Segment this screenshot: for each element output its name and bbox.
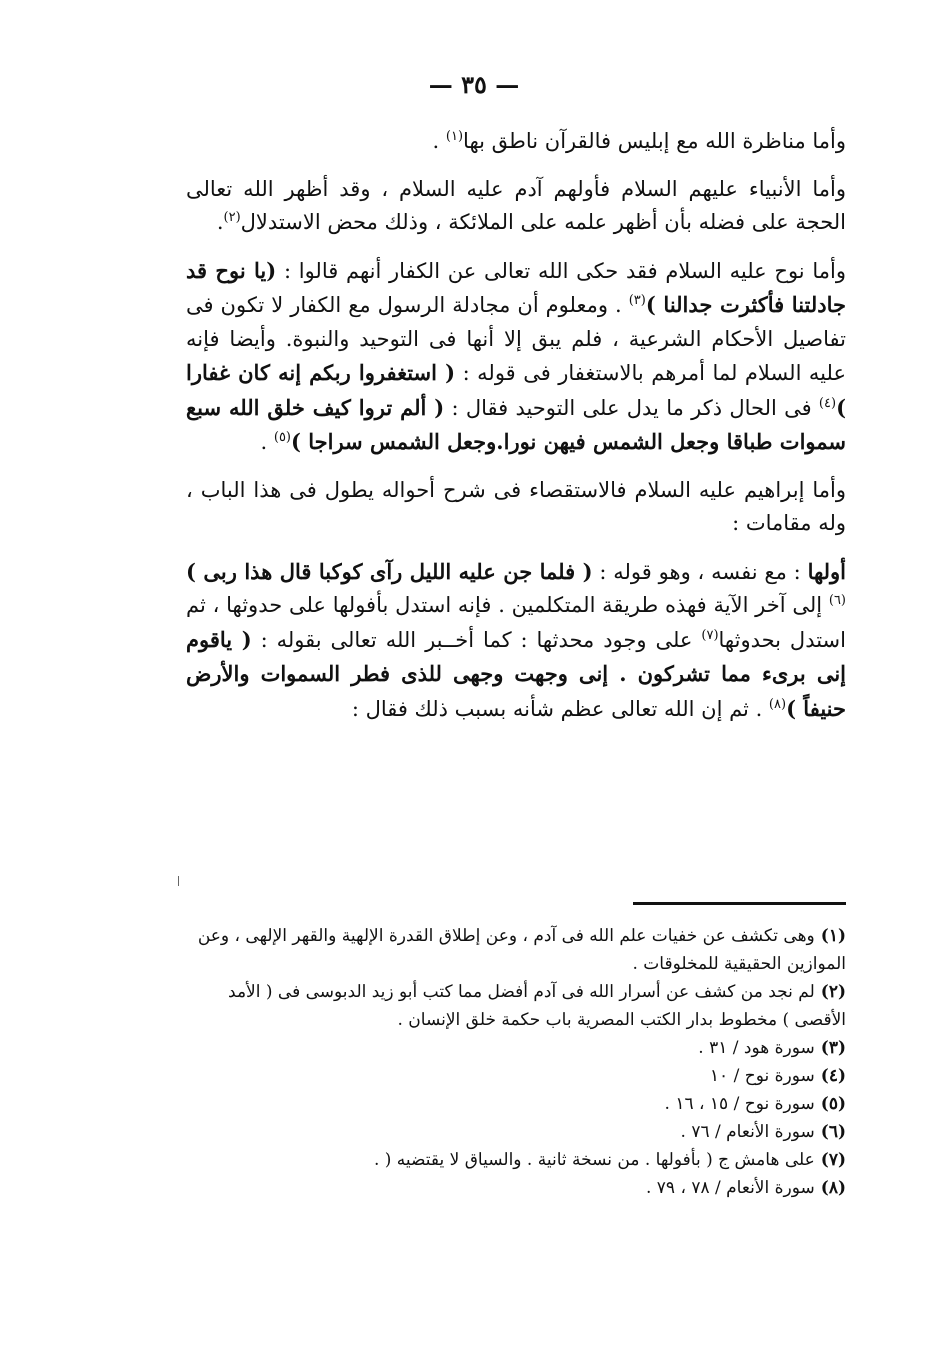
section-lead: أولها	[807, 558, 847, 584]
text: على وجود محدثها : كما أخــبر الله تعالى بقوله :	[251, 627, 702, 652]
footnote-ref-8[interactable]: (٨)	[768, 696, 787, 712]
main-text	[186, 125, 846, 726]
footnote-number: (١)	[820, 926, 846, 946]
footnote-text: سورة الأنعام / ٧٦ .	[680, 1122, 815, 1142]
text: .	[432, 129, 446, 153]
footnote-divider	[633, 902, 846, 905]
footnote-number: (٤)	[820, 1066, 846, 1086]
text: .	[216, 210, 224, 234]
text: وأما الأنبياء عليهم السلام فأولهم آدم عليه السلام ، وقد أظهر الله تعالى الحجة على فضله بأن أظهر علمه على الملائكة ، وذلك محض الاستدلال	[186, 176, 846, 234]
paragraph-1	[186, 125, 846, 159]
footnote-number: (٣)	[820, 1038, 846, 1058]
text: .	[260, 430, 274, 454]
footnotes	[186, 922, 846, 1202]
footnote-6	[186, 1118, 846, 1146]
footnote-ref-1[interactable]: (١)	[445, 129, 464, 144]
footnote-text: سورة الأنعام / ٧٨ ، ٧٩ .	[645, 1178, 815, 1198]
footnote-text: سورة نوح / ١٠	[709, 1066, 815, 1086]
text: فى الحال ذكر ما يدل على التوحيد فقال :	[444, 395, 819, 420]
footnote-ref-3[interactable]: (٣)	[628, 293, 646, 308]
footnote-ref-6[interactable]: (٦)	[828, 593, 846, 608]
text: وأما نوح عليه السلام فقد حكى الله تعالى عن الكفار أنهم قالوا :	[276, 258, 846, 283]
paragraph-2	[186, 173, 846, 240]
footnote-ref-5[interactable]: (٥)	[273, 430, 291, 445]
quran-quote: (يا نوح قد جادلتنا فأكثرت جدالنا )	[186, 257, 847, 317]
paragraph-3	[186, 254, 846, 460]
footnote-ref-4[interactable]: (٤)	[818, 395, 837, 411]
text: : مع نفسه ، وهو قوله :	[592, 559, 808, 584]
footnote-number: (٢)	[820, 982, 846, 1002]
footnote-1	[186, 922, 846, 978]
paragraph-5	[186, 555, 846, 727]
paragraph-4	[186, 474, 846, 541]
text: إلى آخر الآية فهذه طريقة المتكلمين . فإنه استدل بأفولها على حدوثها ، ثم استدل بحدوثها	[186, 593, 846, 652]
footnote-3	[186, 1034, 846, 1062]
footnote-number: (٧)	[820, 1150, 846, 1170]
footnote-text: سورة هود / ٣١ .	[698, 1038, 815, 1058]
footnote-text: سورة نوح / ١٥ ، ١٦ .	[664, 1094, 815, 1114]
footnote-number: (٥)	[820, 1094, 846, 1114]
footnote-ref-2[interactable]: (٢)	[223, 210, 241, 225]
footnote-8	[186, 1174, 846, 1202]
text: . ثم إن الله تعالى عظم شأنه بسبب ذلك فقال :	[351, 696, 769, 721]
footnote-7	[186, 1146, 846, 1174]
text: وأما إبراهيم عليه السلام فالاستقصاء فى شرح أحواله يطول فى هذا الباب ، وله مقامات :	[186, 477, 846, 535]
footnote-4	[186, 1062, 846, 1090]
quran-quote: ( ياقوم إنى برىء مما تشركون . إنى وجهت وجهى للذى فطر السموات والأرض حنيفاً )	[186, 626, 846, 721]
page-number: — ٣٥ —	[428, 70, 520, 99]
quran-quote: ( استغفروا ربكم إنه كان غفارا )	[186, 360, 846, 420]
footnote-5	[186, 1090, 846, 1118]
footnote-ref-7[interactable]: (٧)	[701, 627, 719, 643]
quran-quote: ( فلما جن عليه الليل رآى كوكبا قال هذا ربى )	[186, 558, 593, 584]
footnote-number: (٦)	[820, 1122, 846, 1142]
text: . ومعلوم أن مجادلة الرسول مع الكفار لا تكون فى تفاصيل الأحكام الشرعية ، فلم يبق إلا أنها فى التوحيد والنبوة. وأيضا فإنه عليه السلام لما أمرهم بالاستغفار فى قوله :	[186, 293, 846, 385]
footnote-text: وهى تكشف عن خفيات علم الله فى آدم ، وعن إطلاق القدرة الإلهية والقهر الإلهى ، وعن الموازين الحقيقية للمخلوقات .	[197, 926, 846, 974]
margin-mark	[178, 876, 179, 886]
footnote-2	[186, 978, 846, 1034]
footnote-text: لم نجد من كشف عن أسرار الله فى آدم أفضل مما كتب أبو زيد الدبوسى فى ( الأمد الأقصى ) مخطوط بدار الكتب المصرية باب حكمة خلق الإنسان .	[228, 982, 846, 1030]
footnote-number: (٨)	[820, 1178, 846, 1198]
quran-quote: ( ألم تروا كيف خلق الله سبع سموات طباقا وجعل الشمس فيهن نورا.وجعل الشمس سراجا )	[186, 394, 846, 454]
footnote-text: على هامش ج ( بأفولها . من نسخة ثانية . والسياق لا يقتضيه ( .	[373, 1150, 815, 1170]
text: وأما مناظرة الله مع إبليس فالقرآن ناطق بها	[463, 129, 846, 153]
